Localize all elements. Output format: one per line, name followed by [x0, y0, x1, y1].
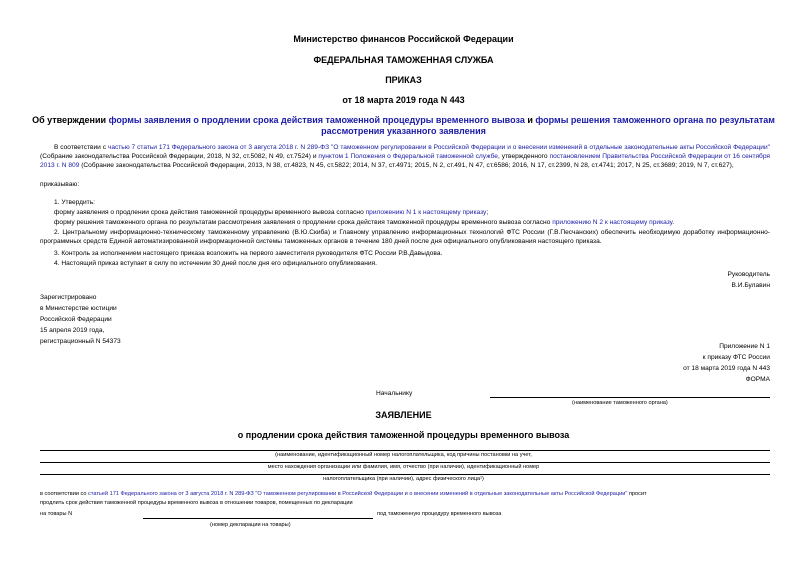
item-1a-text: форму заявления о продлении срока действия таможенной процедуры временного вывоза согласно	[54, 209, 364, 216]
declaration-number-line[interactable]	[143, 518, 373, 519]
declaration-caption: (номер декларации на товары)	[210, 522, 291, 528]
registration-line-1: Зарегистрировано	[40, 294, 97, 301]
signature-name: В.И.Булавин	[731, 282, 770, 289]
title-link-form1[interactable]: формы заявления о продлении срока действия таможенной процедуры временного вывоза	[108, 115, 525, 125]
link-gov-decree-809[interactable]: постановлением Правительства Российской Федерации от 16 сентября 2013 г. N 809	[40, 153, 770, 169]
item-2: 2. Центральному информационно-техническому таможенному управлению (В.Ю.Скиба) и Главному управлению информационных технологий ФТС России (Г.В.Песчанских) обеспечить необходимую доработку информационно-программных средств Единой автоматизированной информационной системы таможенных органов в течение 180 дней после дня официального опубликования настоящего приказа.	[40, 229, 770, 245]
appendix-line-2: к приказу ФТС России	[702, 354, 770, 361]
goods-label: на товары N	[40, 511, 73, 517]
item-1b-text: форму решения таможенного органа по результатам рассмотрения заявления о продлении срока действия таможенной процедуры временного вывоза согласно	[54, 219, 551, 226]
item-1: 1. Утвердить:	[54, 199, 95, 206]
customs-caption: (наименование таможенного органа)	[572, 400, 668, 406]
preamble-text-b: (Собрание законодательства Российской Федерации, 2018, N 32, ст.5082, N 49, ст.7524) и	[40, 153, 317, 160]
preamble-text-a: В соответствии с	[54, 144, 107, 151]
form-to-label: Начальнику	[376, 390, 413, 397]
form-body-text-a: в соответствии со	[40, 491, 87, 497]
item-3: 3. Контроль за исполнением настоящего приказа возложить на первого заместителя руководителя ФТС России Р.В.Давыдова.	[54, 250, 443, 257]
applicant-caption-1: (наименование, идентификационный номер налогоплательщика, код причины постановки на учет,	[275, 452, 532, 458]
link-appendix-2[interactable]: приложению N 2 к настоящему приказу	[552, 219, 673, 226]
item-1a	[54, 208, 488, 217]
item-1a-end: ;	[486, 209, 489, 216]
form-title: ЗАЯВЛЕНИЕ	[375, 410, 432, 420]
applicant-line-1[interactable]	[40, 450, 770, 451]
registration-line-2: в Министерстве юстиции	[40, 305, 117, 312]
appendix-form-label: ФОРМА	[745, 376, 770, 383]
order-word: приказываю:	[40, 181, 80, 188]
registration-line-4: 15 апреля 2019 года,	[40, 327, 105, 334]
applicant-caption-2: место нахождения организации или фамилия, имя, отчество (при наличии), идентификационный номер	[267, 464, 540, 470]
appendix-line-1: Приложение N 1	[719, 343, 770, 350]
title-pre: Об утверждении	[32, 115, 107, 125]
applicant-line-2[interactable]	[40, 462, 770, 463]
goods-tail: под таможенную процедуру временного вывоза	[377, 511, 502, 517]
title-link-form2[interactable]: формы решения таможенного органа по результатам	[535, 115, 775, 125]
doc-date-number: от 18 марта 2019 года N 443	[342, 95, 465, 105]
form-body-line-2: продлить срок действия таможенной процедуры временного вывоза в отношении товаров, помещенных по декларации	[40, 500, 353, 506]
registration-line-3: Российской Федерации	[40, 316, 112, 323]
customs-name-line[interactable]	[490, 397, 770, 398]
title-link-form2-cont[interactable]: рассмотрения указанного заявления	[321, 126, 486, 136]
preamble-text-d: (Собрание законодательства Российской Федерации, 2013, N 38, ст.4823, N 45, ст.5822; 2014, N 37, ст.4971; 2015, N 2, ст.491, N 47, ст.6586; 2016, N 17, ст.2399, N 28, ст.4741; 2017, N 25, ст.3689; 2019, N 7, ст.627),	[81, 162, 734, 169]
applicant-caption-3: налогоплательщика (при наличии), адрес физического лица¹)	[323, 476, 484, 482]
doc-title	[0, 115, 807, 125]
signature-position: Руководитель	[727, 271, 770, 278]
form-subtitle: о продлении срока действия таможенной процедуры временного вывоза	[237, 430, 570, 440]
item-1b	[54, 218, 674, 227]
appendix-line-3: от 18 марта 2019 года N 443	[683, 365, 770, 372]
form-body-text-b: просит	[628, 491, 647, 497]
registration-line-5: регистрационный N 54373	[40, 338, 121, 345]
ministry-name: Министерство финансов Российской Федерации	[293, 34, 514, 44]
doc-title-line2	[0, 126, 807, 136]
link-appendix-1[interactable]: приложению N 1 к настоящему приказу	[365, 209, 487, 216]
preamble-paragraph	[40, 143, 770, 170]
item-4: 4. Настоящий приказ вступает в силу по истечении 30 дней после дня его официального опубликования.	[54, 260, 377, 267]
service-name: ФЕДЕРАЛЬНАЯ ТАМОЖЕННАЯ СЛУЖБА	[313, 55, 494, 65]
link-article-171[interactable]: статьей 171 Федерального закона от 3 августа 2018 г. N 289-ФЗ "О таможенном регулировании в Российской Федерации и о внесении изменений в отдельные законодательные акты Российской Федерации"	[88, 491, 628, 497]
link-law-289[interactable]: частью 7 статьи 171 Федерального закона от 3 августа 2018 г. N 289-ФЗ "О таможенном регулировании в Российской Федерации и о внесении изменений в отдельные законодательные акты Российской Федерации"	[107, 144, 770, 151]
applicant-line-3[interactable]	[40, 474, 770, 475]
preamble-text-c: , утвержденного	[497, 153, 548, 160]
form-body-line-1	[40, 490, 647, 499]
title-mid: и	[527, 115, 533, 125]
item-1b-end: .	[672, 219, 675, 226]
doc-type: ПРИКАЗ	[385, 75, 422, 85]
link-fts-regulation[interactable]: пунктом 1 Положения о Федеральной таможенной службе	[318, 153, 498, 160]
